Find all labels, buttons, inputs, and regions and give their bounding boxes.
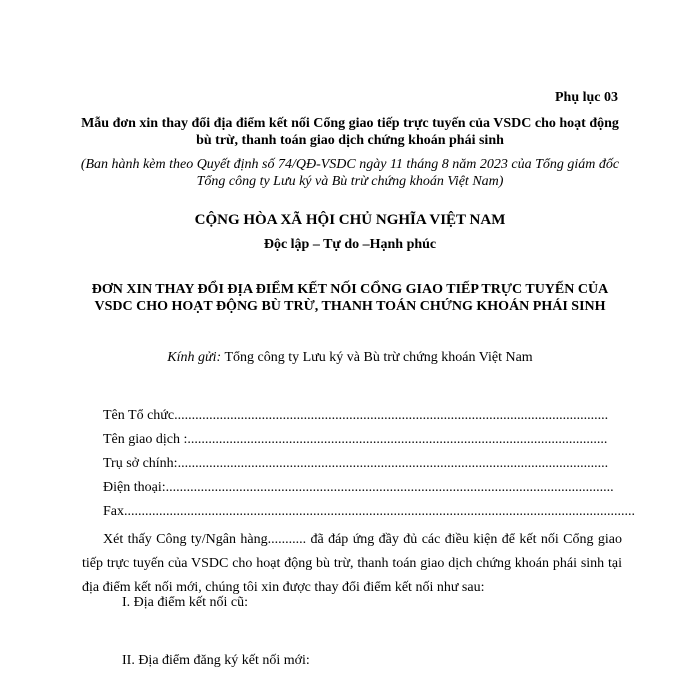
document-title-line-2: VSDC CHO HOẠT ĐỘNG BÙ TRỪ, THANH TOÁN CHỨNG KHOÁN PHÁI SINH [94,299,606,314]
field-fill-line: ........................................................................................................................ [187,432,608,447]
field-head-office [103,455,609,473]
issuance-note-line-1: (Ban hành kèm theo Quyết định số 74/QĐ-VSDC ngày 11 tháng 8 năm 2023 của Tổng giám đốc [80,157,620,172]
appendix-label: Phụ lục 03 [554,90,618,105]
field-label: Fax [103,504,124,519]
field-fill-line: ................................................................................................................................ [165,480,614,495]
addressee-value: Tổng công ty Lưu ký và Bù trừ chứng khoán Việt Nam [221,350,533,365]
field-label: Tên giao dịch : [103,432,188,447]
form-title-line-2: bù trừ, thanh toán giao dịch chứng khoán phái sinh [196,133,504,148]
national-motto: Độc lập – Tự do –Hạnh phúc [263,237,437,252]
field-fax [103,503,635,521]
issuance-note-line-2: Tổng công ty Lưu ký và Bù trừ chứng khoán Việt Nam) [196,174,504,189]
field-fill-line: ............................................................................................................................ [174,408,609,423]
section-new-location: II. Địa điểm đăng ký kết nối mới: [122,653,310,668]
document-title [70,281,630,315]
field-label: Điện thoại: [103,480,166,495]
field-label: Trụ sở chính: [103,456,178,471]
form-title [70,115,630,149]
body-paragraph: Xét thấy Công ty/Ngân hàng........... đã đáp ứng đầy đủ các điều kiện để kết nối Cổng giao tiếp trực tuyến của VSDC cho hoạt động bù trừ, thanh toán giao dịch chứng khoán phái sinh tại địa điểm kết nối mới, chúng tôi xin được thay đổi điểm kết nối như sau: [82,532,622,595]
field-organization-name [103,407,609,425]
issuance-note [70,156,630,190]
field-label: Tên Tổ chức [103,408,175,423]
addressee [70,350,630,366]
field-fill-line: .................................................................................................................................................. [124,504,635,519]
national-name: CỘNG HÒA XÃ HỘI CHỦ NGHĨA VIỆT NAM [194,212,506,228]
field-fill-line: ........................................................................................................................... [177,456,609,471]
section-old-location: I. Địa điểm kết nối cũ: [122,595,248,610]
form-title-line-1: Mẫu đơn xin thay đổi địa điểm kết nối Cổng giao tiếp trực tuyến của VSDC cho hoạt động [81,116,619,131]
field-phone [103,479,614,497]
field-trade-name [103,431,608,449]
addressee-label: Kính gửi: [167,350,222,365]
document-title-line-1: ĐƠN XIN THAY ĐỔI ĐỊA ĐIỂM KẾT NỐI CỔNG GIAO TIẾP TRỰC TUYẾN CỦA [91,282,609,297]
